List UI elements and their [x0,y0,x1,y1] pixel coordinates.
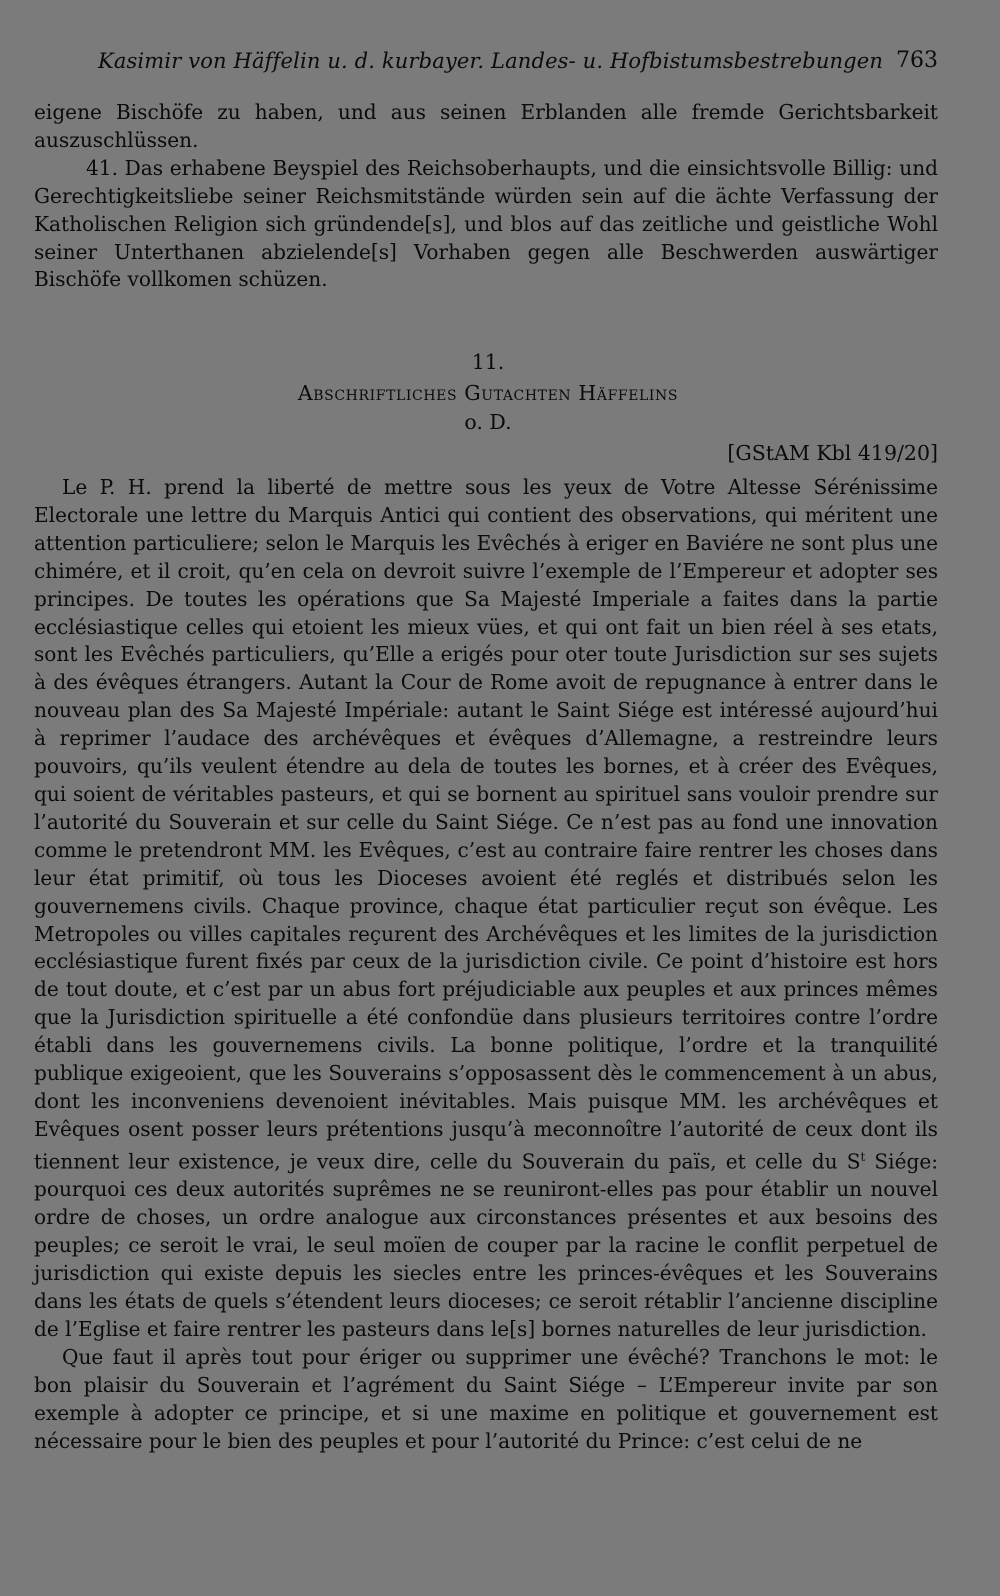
body-paragraph-1 [34,474,938,1344]
page-number: 763 [896,48,938,73]
archive-reference: [GStAM Kbl 419/20] [727,441,938,465]
body-paragraph-2: Que faut il après tout pour ériger ou supprimer une évêché? Tranchons le mot: le bon plaisir du Souverain et l’agrément du Saint Siége – L’Empereur invite par son exemple à adopter ce principe, et si une maxime en politique et gouvernement est nécessaire pour le bien des peuples et pour l’autorité du Prince: c’est celui de ne [34,1344,938,1453]
continuation-paragraph: eigene Bischöfe zu haben, und aus seinen Erblanden alle fremde Gerichtsbarkeit auszuschlüssen. [34,100,938,152]
body-paragraph-1-tail: Siége: pourquoi ces deux autorités suprêmes ne se reuniront-elles pas pour établir un nouvel ordre de choses, un ordre analogue aux circonstances présentes et aux besoins des peuples; ce seroit le vrai, le seul moïen de couper par la racine le conflit perpetuel de jurisdiction qui existe depuis les siecles entre les princes-évêques et les Souverains dans les états de quels s’étendent leurs dioceses; ce seroit rétablir l’ancienne discipline de l’Eglise et faire rentrer les pasteurs dans le[s] bornes naturelles de leur jurisdiction. [34,1149,938,1341]
running-head [98,44,938,78]
body-paragraph-1-text: Le P. H. prend la liberté de mettre sous les yeux de Votre Altesse Sérénissime Electorale une lettre du Marquis Antici qui contient des observations, qui méritent une attention particuliere; selon le Marquis les Evêchés à eriger en Baviére ne sont plus une chimére, et il croit, qu’en cela on devroit suivre l’exemple de l’Empereur et adopter ses principes. De toutes les opérations que Sa Majesté Imperiale a faites dans la partie ecclésiastique celles qui etoient les mieux vües, et qui ont fait un bien réel à ses etats, sont les Evêchés particuliers, qu’Elle a erigés pour oter toute Jurisdiction sur ses sujets à des évêques étrangers. Autant la Cour de Rome avoit de repugnance à entrer dans le nouveau plan des Sa Majesté Impériale: autant le Saint Siége est intéressé aujourd’hui à reprimer l’audace des archévêques et évêques d’Allemagne, a restreindre leurs pouvoirs, qu’ils veulent étendre au dela de toutes les bornes, et à créer des Evêques, qui soient de véritables pasteurs, et qui se bornent au spirituel sans vouloir prendre sur l’autorité du Souverain et sur celle du Saint Siége. Ce n’est pas au fond une innovation comme le pretendront MM. les Evêques, c’est au contraire faire rentrer les choses dans leur état primitif, où tous les Dioceses avoient été reglés et distribués selon les gouvernemens civils. Chaque province, chaque état particulier reçut son évêque. Les Metropoles ou villes capitales reçurent des Archévêques et les limites de la jurisdiction ecclésiastique furent fixés par ceux de la jurisdiction civile. Ce point d’histoire est hors de tout doute, et c’est par un abus fort préjudiciable aux peuples et aux princes mêmes que la Jurisdiction spirituelle a été confondüe dans plusieurs territoires contre l’ordre établi dans les gouvernemens civils. La bonne politique, l’ordre et la tranquilité publique exigeoient, que les Souverains s’opposassent dès le commencement à un abus, dont les inconveniens devenoient inévitables. Mais puisque MM. les archévêques et Evêques osent posser leurs prétentions jusqu’à meconnoître l’autorité de ceux dont ils tiennent leur existence, je veux dire, celle du Souverain du païs, et celle du S [34,475,938,1174]
section-title: Abschriftliches Gutachten Häffelins [297,381,679,405]
running-head-title: Kasimir von Häffelin u. d. kurbayer. Landes- u. Hofbistumsbestrebungen [98,49,884,73]
superscript-t: t [860,1149,866,1164]
paragraph-41: 41. Das erhabene Beyspiel des Reichsoberhaupts, und die einsichtsvolle Billig: und Gerechtigkeitsliebe seiner Reichsmitstände würden sein auf die ächte Verfassung der Katholischen Religion sich gründende[s], und blos auf das zeitliche und geistliche Wohl seiner Unterthanen abzielende[s] Vorhaben gegen alle Beschwerden auswärtiger Bischöfe vollkomen schüzen. [34,155,938,292]
section-number: 11. [471,350,505,374]
body-text-block [34,474,938,1455]
top-text-block [34,99,938,294]
section-date: o. D. [464,410,512,434]
